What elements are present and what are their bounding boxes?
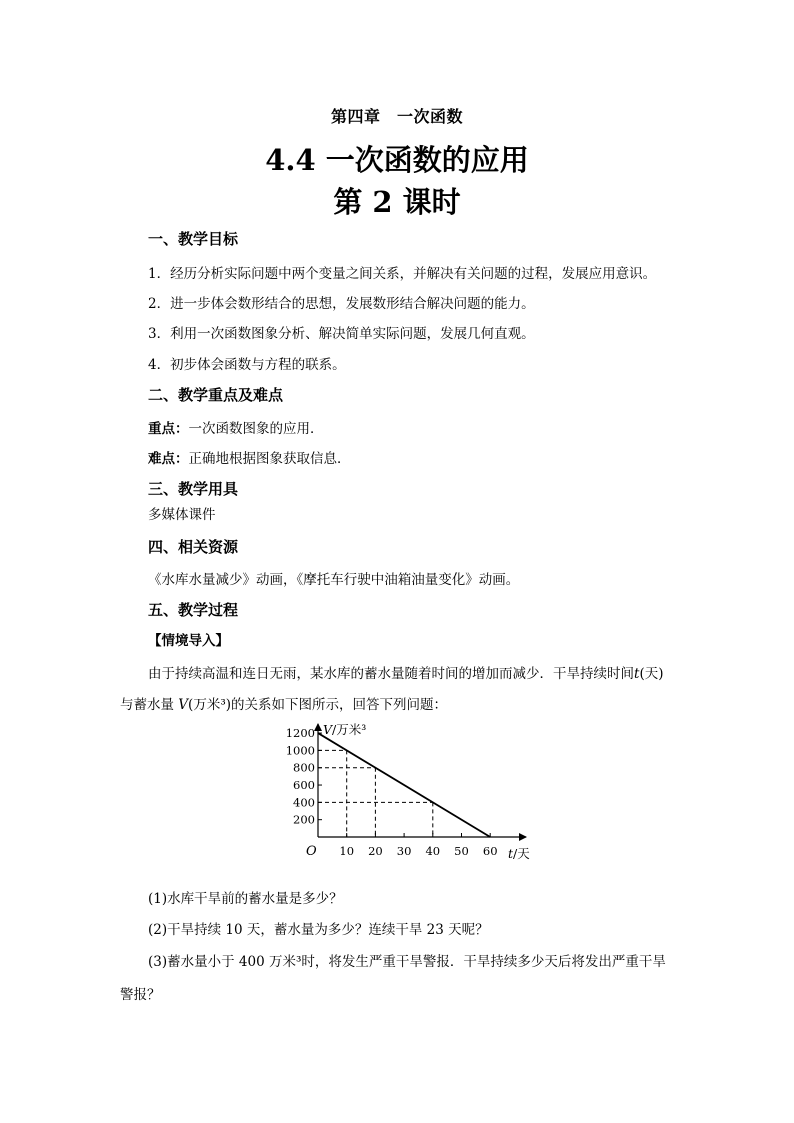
- tools-text: 多媒体课件: [148, 507, 216, 523]
- intro-label: 【情境导入】: [148, 633, 229, 649]
- section-tools-heading: 三、教学用具: [148, 480, 239, 498]
- key-point-text: 一次函数图象的应用．: [188, 421, 324, 437]
- chapter-heading: 第四章 一次函数: [330, 107, 463, 126]
- difficulty-text: 正确地根据图象获取信息．: [188, 451, 351, 467]
- y-tick-label: 1200: [285, 726, 315, 741]
- y-axis-unit: /万米³: [332, 722, 367, 737]
- y-axis-variable: V: [323, 722, 333, 737]
- series-line: [318, 733, 490, 837]
- para1-var-t: t: [634, 666, 640, 682]
- key-point-line: [148, 417, 324, 437]
- lesson-title: 4.4 一次函数的应用: [265, 143, 529, 177]
- question-3-line-2: 警报？: [120, 987, 161, 1003]
- x-tick-label: 30: [396, 844, 412, 858]
- goal-item: 4．初步体会函数与方程的联系。: [148, 357, 346, 373]
- y-tick-label: 200: [293, 812, 315, 827]
- water-volume-chart: [276, 716, 548, 876]
- section-process-heading: 五、教学过程: [148, 601, 239, 619]
- problem-paragraph-line-2: [120, 693, 447, 713]
- y-axis-label: [323, 722, 366, 737]
- origin-label: O: [306, 844, 317, 859]
- key-point-label: 重点：: [148, 421, 189, 437]
- difficulty-label: 难点：: [148, 451, 189, 467]
- question-2: (2)干旱持续 10 天，蓄水量为多少？连续干旱 23 天呢？: [148, 922, 489, 938]
- x-axis-unit: /天: [513, 846, 530, 861]
- question-1: (1)水库干旱前的蓄水量是多少？: [148, 891, 343, 907]
- difficulty-line: [148, 447, 351, 467]
- x-axis-label: [508, 846, 530, 861]
- problem-paragraph-line-1: [148, 662, 663, 682]
- para2-text: 与蓄水量: [120, 697, 179, 713]
- lesson-subtitle: 第 2 课时: [333, 185, 461, 219]
- section-keypoints-heading: 二、教学重点及难点: [148, 386, 284, 404]
- y-tick-label: 600: [293, 778, 315, 793]
- resources-text: 《水库水量减少》动画，《摩托车行驶中油箱油量变化》动画。: [148, 572, 520, 588]
- y-tick-label: 800: [293, 760, 315, 775]
- goal-item: 3．利用一次函数图象分析、解决简单实际问题，发展几何直观。: [148, 326, 535, 342]
- para1-unit: (天): [639, 666, 664, 682]
- y-tick-label: 1000: [285, 743, 315, 758]
- x-axis-variable: t: [508, 846, 514, 861]
- goal-item: 1．经历分析实际问题中两个变量之间关系，并解决有关问题的过程，发展应用意识。: [148, 266, 657, 282]
- question-3-line-1: (3)蓄水量小于 400 万米³时，将发生严重干旱警报．干旱持续多少天后将发出严重干旱: [148, 954, 666, 970]
- x-tick-label: 20: [368, 844, 383, 858]
- para2-var-v: V: [178, 697, 189, 713]
- goal-item: 2．进一步体会数形结合的思想，发展数形结合解决问题的能力。: [148, 296, 535, 312]
- y-tick-label: 400: [293, 795, 315, 810]
- x-tick-label: 50: [454, 844, 469, 858]
- section-resources-heading: 四、相关资源: [148, 538, 239, 556]
- para1-text: 由于持续高温和连日无雨，某水库的蓄水量随着时间的增加而减少．干旱持续时间: [148, 666, 634, 682]
- para2-rest: (万米³)的关系如下图所示，回答下列问题：: [188, 697, 447, 713]
- x-tick-label: 60: [482, 844, 498, 858]
- x-tick-label: 10: [339, 844, 355, 858]
- x-tick-label: 40: [425, 844, 441, 858]
- section-goals-heading: 一、教学目标: [148, 230, 239, 248]
